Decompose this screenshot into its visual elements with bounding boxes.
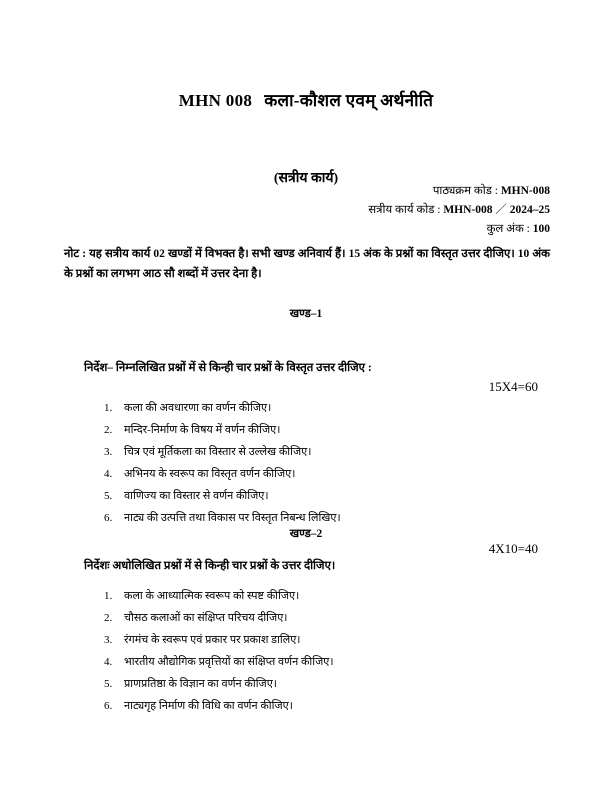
question-number: 4. [104, 656, 113, 668]
question-number: 1. [104, 590, 113, 602]
question-number: 1. [104, 402, 113, 414]
question-number: 6. [104, 700, 113, 712]
question-text: प्राणप्रतिष्ठा के विज्ञान का वर्णन कीजिए। [124, 678, 277, 690]
course-code-label: पाठ्यक्रम कोड : [432, 185, 498, 197]
question-number: 3. [104, 634, 113, 646]
section-2-marks: 4X10=40 [488, 541, 538, 556]
section-2-heading: खण्ड–2 [289, 528, 323, 540]
list-item [104, 398, 542, 418]
meta-assignment-code-row [368, 201, 550, 220]
list-item [104, 586, 542, 606]
total-marks-label: कुल अंक : [486, 223, 530, 235]
section-1-instruction: निर्देश– निम्नलिखित प्रश्नों में से किन्ही चार प्रश्नों के विस्तृत उत्तर दीजिए : [84, 362, 372, 374]
course-name: कला-कौशल एवम् अर्थनीति [264, 91, 434, 110]
question-number: 4. [104, 468, 113, 480]
question-number: 5. [104, 490, 113, 502]
question-number: 5. [104, 678, 113, 690]
list-item [104, 674, 542, 694]
question-number: 3. [104, 446, 113, 458]
question-text: नाट्य की उत्पत्ति तथा विकास पर विस्तृत निबन्ध लिखिए। [124, 512, 341, 524]
list-item [104, 486, 542, 506]
list-item [104, 608, 542, 628]
list-item [104, 464, 542, 484]
section-1-heading: खण्ड–1 [289, 308, 323, 320]
course-code: MHN 008 [178, 91, 253, 110]
meta-block [368, 182, 550, 239]
assignment-code-value: MHN-008 [443, 204, 493, 216]
list-item [104, 420, 542, 440]
list-item [104, 696, 542, 716]
question-text: भारतीय औद्योगिक प्रवृत्तियों का संक्षिप्त वर्णन कीजिए। [124, 656, 334, 668]
assignment-session: 2024–25 [509, 204, 550, 216]
list-item [104, 652, 542, 672]
meta-total-marks-row [368, 220, 550, 239]
question-number: 2. [104, 612, 113, 624]
question-text: चित्र एवं मूर्तिकला का विस्तार से उल्लेख कीजिए। [124, 446, 312, 458]
question-text: रंगमंच के स्वरूप एवं प्रकार पर प्रकाश डालिए। [124, 634, 301, 646]
assignment-code-separator: ／ [495, 204, 507, 216]
meta-course-code-row [368, 182, 550, 201]
question-text: कला के आध्यात्मिक स्वरूप को स्पष्ट कीजिए। [124, 590, 300, 602]
assignment-label: (सत्रीय कार्य) [273, 171, 339, 186]
total-marks-value: 100 [532, 223, 550, 235]
note-paragraph: नोट : यह सत्रीय कार्य 02 खण्डों में विभक्त है। सभी खण्ड अनिवार्य हैं। 15 अंक के प्रश्नों का विस्तृत उत्तर दीजिए। 10 अंक के प्रश्नों का लगभग आठ सौ शब्दों में उत्तर देना है। [64, 248, 550, 280]
list-item [104, 508, 542, 528]
question-text: वाणिज्य का विस्तार से वर्णन कीजिए। [124, 490, 269, 502]
page-title [0, 88, 612, 111]
question-text: मन्दिर-निर्माण के विषय में वर्णन कीजिए। [124, 424, 281, 436]
section-2-question-list [104, 586, 542, 718]
section-1-marks: 15X4=60 [488, 379, 538, 394]
question-text: नाट्यगृह निर्माण की विधि का वर्णन कीजिए। [124, 700, 293, 712]
section-1-question-list [104, 398, 542, 530]
assignment-code-label: सत्रीय कार्य कोड : [368, 204, 441, 216]
course-code-value: MHN-008 [500, 185, 550, 197]
section-2-instruction: निर्देशः अधोलिखित प्रश्नों में से किन्ही चार प्रश्नों के उत्तर दीजिए। [84, 560, 336, 572]
question-text: चौसठ कलाओं का संक्षिप्त परिचय दीजिए। [124, 612, 288, 624]
question-text: अभिनय के स्वरूप का विस्तृत वर्णन कीजिए। [124, 468, 296, 480]
list-item [104, 442, 542, 462]
question-text: कला की अवधारणा का वर्णन कीजिए। [124, 402, 272, 414]
list-item [104, 630, 542, 650]
question-number: 6. [104, 512, 113, 524]
question-number: 2. [104, 424, 113, 436]
